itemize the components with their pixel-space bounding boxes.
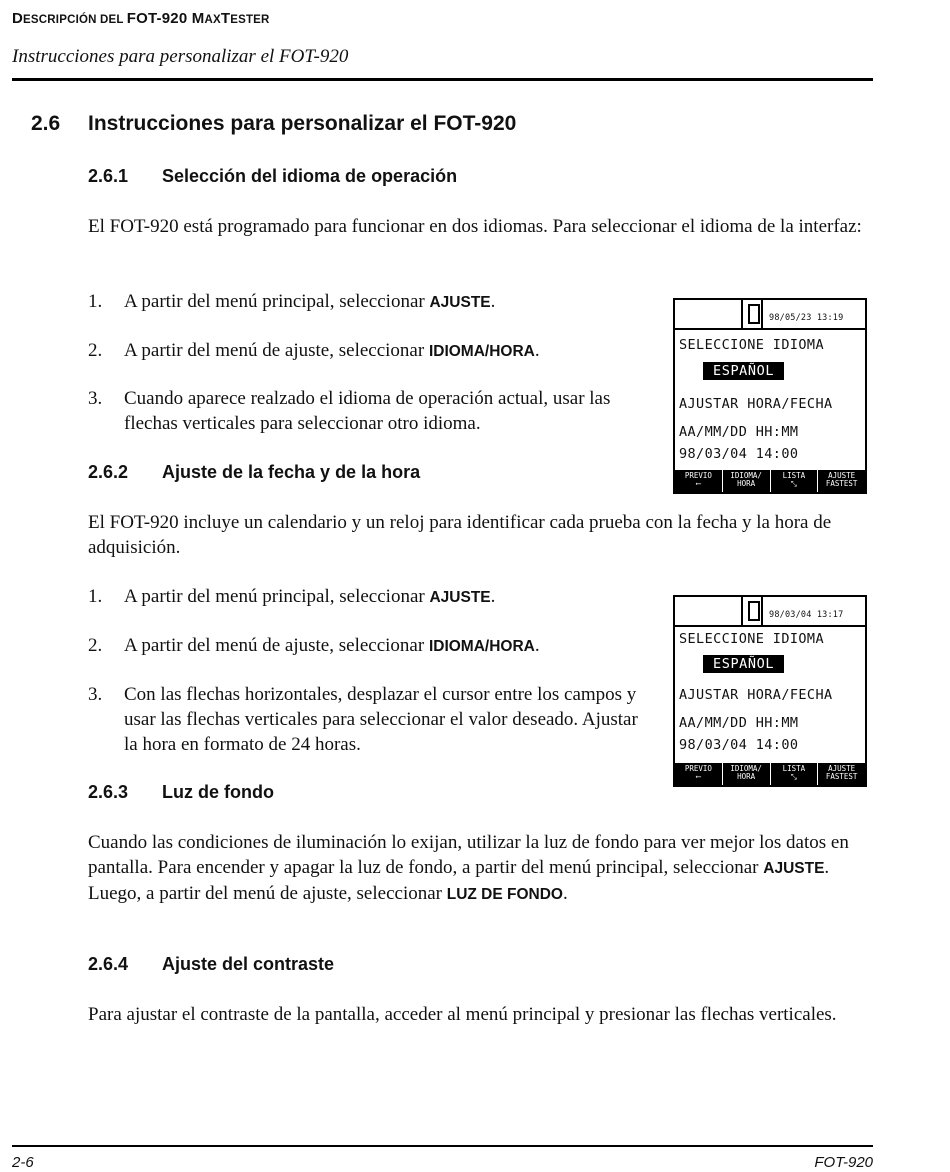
screen-timestamp: 98/05/23 13:19 — [769, 313, 844, 323]
section-title: Instrucciones para personalizar el FOT-920 — [88, 112, 517, 135]
footer-product: FOT-920 — [814, 1154, 873, 1171]
screen-selected-language: ESPAÑOL — [703, 362, 784, 380]
device-screen-1 — [673, 298, 867, 494]
screen-timestamp: 98/03/04 13:17 — [769, 610, 844, 620]
screen-datetime-value: 98/03/04 14:00 — [679, 446, 799, 462]
softkey-lista: LISTA ⤡ — [771, 763, 819, 785]
section-number: 2.6 — [31, 112, 61, 135]
screen-datetime-format: AA/MM/DD HH:MM — [679, 715, 799, 731]
softkey-lista: LISTA ⤡ — [771, 470, 819, 492]
battery-icon — [741, 300, 763, 328]
paragraph-language-intro: El FOT-920 está programado para funcionar en dos idiomas. Para seleccionar el idioma de la interfaz: — [88, 216, 862, 237]
footer-rule — [12, 1145, 873, 1147]
device-screen-2 — [673, 595, 867, 787]
battery-icon — [741, 597, 763, 625]
softkey-ajuste: AJUSTE FASTEST — [825, 471, 858, 488]
screen-adjust-datetime: AJUSTAR HORA/FECHA — [679, 687, 833, 703]
screen-adjust-datetime: AJUSTAR HORA/FECHA — [679, 396, 833, 412]
screen-datetime-value: 98/03/04 14:00 — [679, 737, 799, 753]
screen-softkeys — [675, 470, 865, 492]
paragraph-contrast: Para ajustar el contraste de la pantalla, acceder al menú principal y presionar las flechas verticales. — [88, 1004, 837, 1025]
paragraph-datetime-intro: El FOT-920 incluye un calendario y un reloj para identificar cada prueba con la fecha y la hora de adquisición. — [88, 512, 832, 558]
running-head-subtitle: Instrucciones para personalizar el FOT-920 — [12, 46, 349, 67]
paragraph-backlight: Cuando las condiciones de iluminación lo exijan, utilizar la luz de fondo para ver mejor los datos en pantalla. Para encender y apagar la luz de fondo, a partir del menú principal, seleccionar AJUSTE. Luego, a partir del menú de ajuste, seleccionar LUZ DE FONDO. — [88, 832, 849, 904]
screen-prompt-language: SELECCIONE IDIOMA — [679, 631, 824, 647]
header-rule — [12, 78, 873, 81]
screen-datetime-format: AA/MM/DD HH:MM — [679, 424, 799, 440]
screen-prompt-language: SELECCIONE IDIOMA — [679, 337, 824, 353]
page-number: 2-6 — [12, 1154, 34, 1171]
softkey-idioma-hora: IDIOMA/ HORA — [723, 763, 771, 785]
softkey-previo: PREVIO ⟵ — [675, 470, 723, 492]
softkey-idioma-hora: IDIOMA/ HORA — [723, 470, 771, 492]
screen-selected-language: ESPAÑOL — [703, 655, 784, 673]
screen-softkeys — [675, 763, 865, 785]
softkey-previo: PREVIO ⟵ — [675, 763, 723, 785]
running-head-title: DESCRIPCIÓN DEL FOT-920 MAXTESTER — [12, 10, 270, 27]
softkey-ajuste: AJUSTE FASTEST — [825, 764, 858, 781]
